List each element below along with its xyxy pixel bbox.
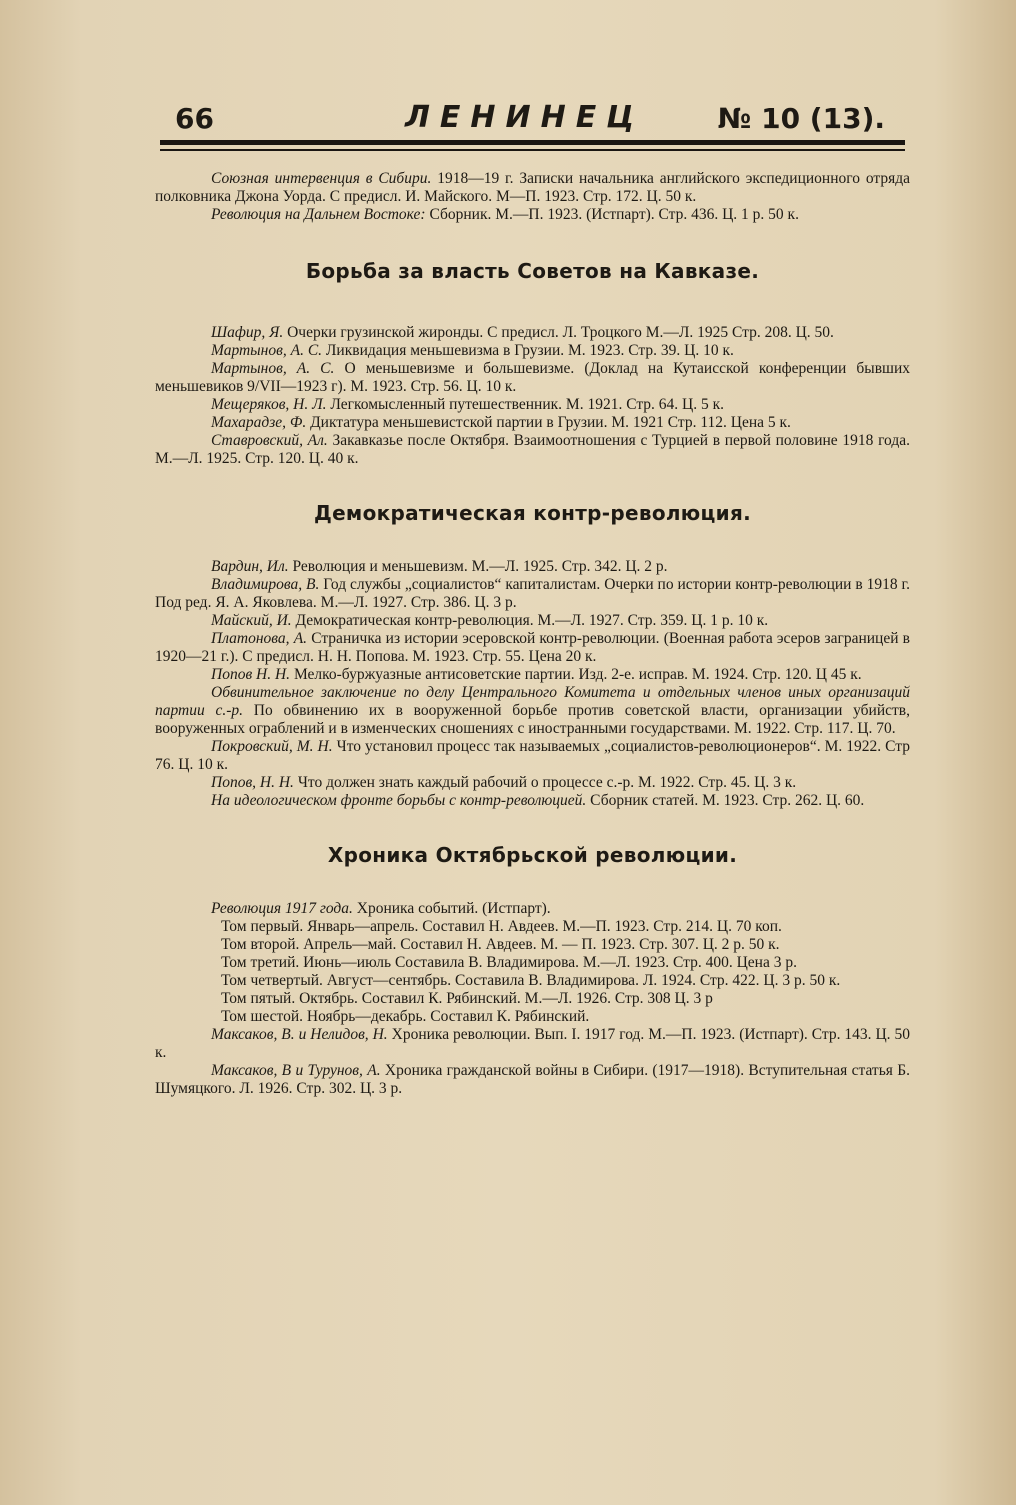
entry-list <box>155 558 910 810</box>
bibliography-entry <box>155 1026 910 1062</box>
entry-author: Вардин, Ил. <box>211 558 289 575</box>
bibliography-entry <box>155 1008 910 1026</box>
bibliography-entry <box>155 1062 910 1098</box>
bibliography-entry <box>155 954 910 972</box>
entry-text: Сборник статей. М. 1923. Стр. 262. Ц. 60. <box>586 792 865 809</box>
entry-text: Революция и меньшевизм. М.—Л. 1925. Стр. 342. Ц. 2 р. <box>288 558 668 575</box>
entry-author: Владимирова, В. <box>211 576 320 593</box>
entry-author: Ставровский, Ал. <box>211 432 328 449</box>
entry-text: По обвинению их в вооруженной борьбе против советской власти, организации убийств, вооруженных ограблений и в изменческих сношениях с иностранными государствами. М. 1922. Стр. 117. Ц. 70. <box>155 702 910 737</box>
section-counter-revolution <box>155 501 910 810</box>
bibliography-entry <box>155 612 910 630</box>
bibliography-entry <box>155 432 910 468</box>
entry-list <box>155 900 910 1098</box>
header-rule-thin <box>160 149 905 151</box>
entry-author: Попов, Н. Н. <box>211 774 294 791</box>
entry-author: Махарадзе, Ф. <box>211 414 307 431</box>
entry-text: Легкомысленный путешественник. М. 1921. Стр. 64. Ц. 5 к. <box>326 396 725 413</box>
entry-author: Шафир, Я. <box>211 324 284 341</box>
entry-text: Хроника событий. (Истпарт). <box>352 900 551 917</box>
entry-author: Мартынов, А. С. <box>211 342 323 359</box>
entry-author: Революция на Дальнем Востоке: <box>211 206 426 223</box>
bibliography-entry <box>155 558 910 576</box>
bibliography-entry <box>155 576 910 612</box>
entry-text: Очерки грузинской жиронды. С предисл. Л. Троцкого М.—Л. 1925 Стр. 208. Ц. 50. <box>283 324 834 341</box>
bibliography-entry <box>155 936 910 954</box>
bibliography <box>155 170 910 1098</box>
page-number: 66 <box>175 102 214 135</box>
entry-text: Ликвидация меньшевизма в Грузии. М. 1923. Стр. 39. Ц. 10 к. <box>322 342 734 359</box>
section-caucasus <box>155 259 910 468</box>
entry-author: Союзная интервенция в Сибири. <box>211 170 432 187</box>
bibliography-entry <box>155 414 910 432</box>
entry-text: Хроника революции. Вып. I. 1917 год. М.—П. 1923. (Истпарт). Стр. 143. Ц. 50 к. <box>155 1026 910 1061</box>
bibliography-entry <box>155 792 910 810</box>
section-title: Хроника Октябрьской революции. <box>327 843 738 867</box>
bibliography-entry <box>155 684 910 738</box>
section-chronicle <box>155 843 910 1098</box>
entry-text: Том второй. Апрель—май. Составил Н. Авдеев. М. — П. 1923. Стр. 307. Ц. 2 р. 50 к. <box>221 936 780 953</box>
entry-text: О меньшевизме и большевизме. (Доклад на Кутаисской конференции бывших меньшевиков 9/VII—1923 г). М. 1923. Стр. 56. Ц. 10 к. <box>155 360 910 395</box>
entry-text: Том первый. Январь—апрель. Составил Н. Авдеев. М.—П. 1923. Стр. 214. Ц. 70 коп. <box>221 918 782 935</box>
entry-author: Майский, И. <box>211 612 292 629</box>
bibliography-entry <box>155 774 910 792</box>
section-title: Борьба за власть Советов на Кавказе. <box>305 259 760 283</box>
entry-author: Платонова, А. <box>211 630 308 647</box>
entry-author: Мещеряков, Н. Л. <box>211 396 327 413</box>
bibliography-entry <box>155 360 910 396</box>
entry-text: Диктатура меньшевистской партии в Грузии. М. 1921 Стр. 112. Цена 5 к. <box>306 414 791 431</box>
bibliography-entry <box>155 900 910 918</box>
intro-list <box>155 170 910 224</box>
entry-author: Максаков, В и Турунов, А. <box>211 1062 381 1079</box>
entry-author: Мартынов, А. С. <box>211 360 335 377</box>
entry-text: Год службы „социалистов“ капиталистам. Очерки по истории контр-революции в 1918 г. Под ред. Я. А. Яковлева. М.—Л. 1927. Стр. 386. Ц. 3 р. <box>155 576 910 611</box>
entry-author: На идеологическом фронте борьбы с контр-революцией. <box>211 792 587 809</box>
bibliography-entry <box>155 324 910 342</box>
bibliography-entry <box>155 972 910 990</box>
entry-text: Закавказье после Октября. Взаимоотношения с Турцией в первой половине 1918 года. М.—Л. 1925. Стр. 120. Ц. 40 к. <box>155 432 910 467</box>
bibliography-entry <box>155 170 910 206</box>
entry-author: Попов Н. Н. <box>211 666 291 683</box>
bibliography-entry <box>155 990 910 1008</box>
bibliography-entry <box>155 630 910 666</box>
entry-author: Революция 1917 года. <box>211 900 353 917</box>
bibliography-entry <box>155 206 910 224</box>
entry-text: Что установил процесс так называемых „социалистов-революционеров“. М. 1922. Стр 76. Ц. 10 к. <box>155 738 910 773</box>
bibliography-entry <box>155 738 910 774</box>
issue-number: № 10 (13). <box>717 102 885 135</box>
entry-text: Страничка из истории эсеровской контр-революции. (Военная работа эсеров заграницей в 1920—21 г.). С предисл. Н. Н. Попова. М. 1923. Стр. 55. Цена 20 к. <box>155 630 910 665</box>
entry-text: 1918—19 г. Записки начальника английского экспедиционного отряда полковника Джона Уорда. С предисл. И. Майского. М—П. 1923. Стр. 172. Ц. 50 к. <box>155 170 910 205</box>
entry-text: Том шестой. Ноябрь—декабрь. Составил К. Рябинский. <box>221 1008 590 1025</box>
entry-author: Покровский, М. Н. <box>211 738 333 755</box>
section-title: Демократическая контр-революция. <box>313 501 752 525</box>
entry-text: Хроника гражданской войны в Сибири. (1917—1918). Вступительная статья Б. Шумяцкого. Л. 1926. Стр. 302. Ц. 3 р. <box>155 1062 910 1097</box>
journal-title: ЛЕНИНЕЦ <box>405 100 645 135</box>
entry-author: Максаков, В. и Нелидов, Н. <box>211 1026 388 1043</box>
header-rule <box>160 140 905 145</box>
entry-text: Том третий. Июнь—июль Составила В. Владимирова. М.—Л. 1923. Стр. 400. Цена 3 р. <box>221 954 797 971</box>
entry-text: Что должен знать каждый рабочий о процессе с.-р. М. 1922. Стр. 45. Ц. 3 к. <box>293 774 797 791</box>
page-header <box>175 100 905 140</box>
entry-text: Сборник. М.—П. 1923. (Истпарт). Стр. 436. Ц. 1 р. 50 к. <box>425 206 799 223</box>
entry-text: Том четвертый. Август—сентябрь. Составила В. Владимирова. Л. 1924. Стр. 422. Ц. 3 р. 50 к. <box>221 972 841 989</box>
entry-author: Обвинительное заключение по делу Центрального Комитета и отдельных членов иных организаций партии с.-р. <box>155 684 910 719</box>
bibliography-entry <box>155 666 910 684</box>
entry-text: Том пятый. Октябрь. Составил К. Рябинский. М.—Л. 1926. Стр. 308 Ц. 3 р <box>221 990 713 1007</box>
entry-text: Мелко-буржуазные антисоветские партии. Изд. 2-е. исправ. М. 1924. Стр. 120. Ц 45 к. <box>290 666 862 683</box>
bibliography-entry <box>155 396 910 414</box>
bibliography-entry <box>155 342 910 360</box>
entry-list <box>155 324 910 468</box>
bibliography-entry <box>155 918 910 936</box>
entry-text: Демократическая контр-революция. М.—Л. 1927. Стр. 359. Ц. 1 р. 10 к. <box>291 612 769 629</box>
